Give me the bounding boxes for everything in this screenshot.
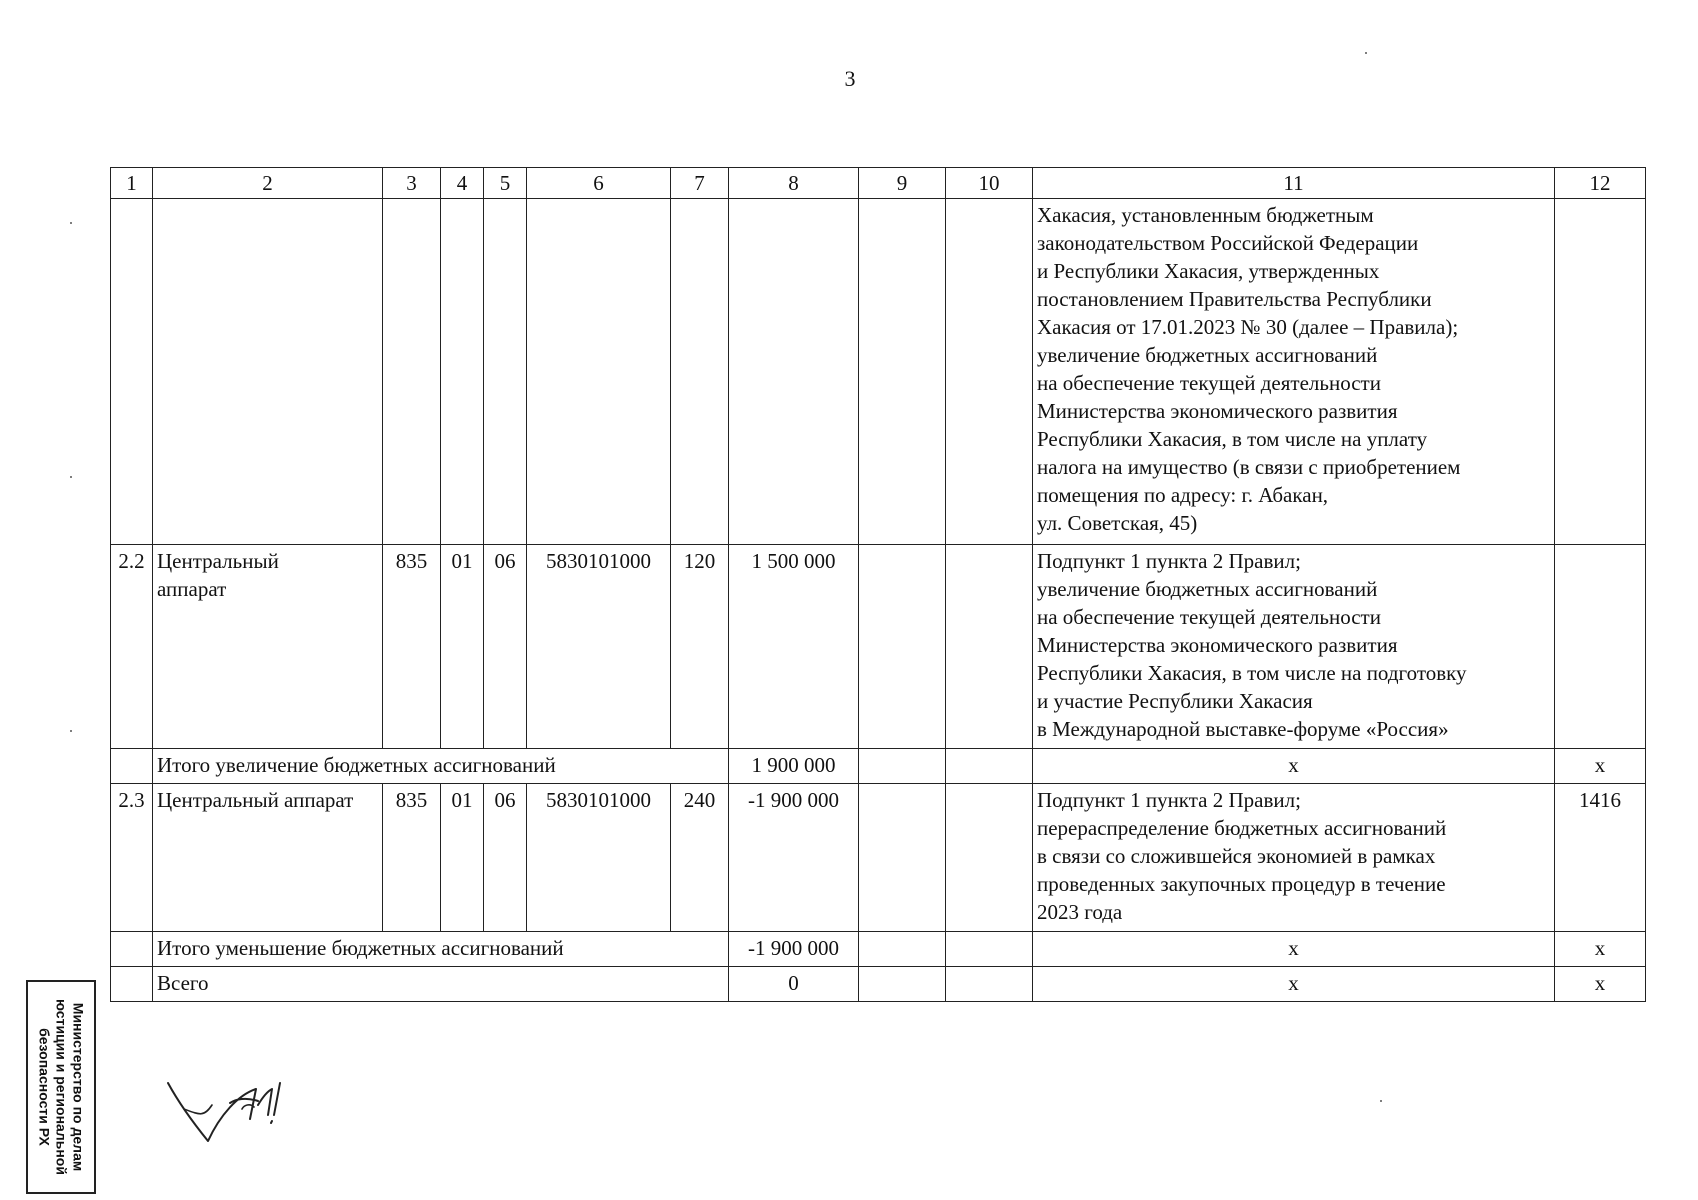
amount-cell: 0: [729, 967, 859, 1002]
code-cell: 01: [441, 784, 484, 932]
row-number: 2.3: [111, 784, 153, 932]
row-name: Центральный аппарат: [153, 545, 383, 749]
header-cell: 2: [153, 168, 383, 199]
header-cell: 5: [484, 168, 527, 199]
table-row-2-2: [111, 545, 1646, 749]
x-cell: х: [1555, 749, 1646, 784]
code-cell: 835: [383, 784, 441, 932]
table-header-row: [111, 168, 1646, 199]
code-cell: 06: [484, 784, 527, 932]
header-cell: 10: [946, 168, 1033, 199]
row-name: Центральный аппарат: [153, 784, 383, 932]
header-cell: 8: [729, 168, 859, 199]
justification-cell: Подпункт 1 пункта 2 Правил; увеличение бюджетных ассигнований на обеспечение текущей деятельности Министерства экономического развития Республики Хакасия, в том числе на подготовку и участие Республики Хакасия в Международной выставке-форуме «Россия»: [1033, 545, 1555, 749]
scan-speck: [1380, 1100, 1382, 1102]
total-label: Итого уменьшение бюджетных ассигнований: [153, 932, 729, 967]
table-row-total-decrease: [111, 932, 1646, 967]
code-cell: 5830101000: [527, 545, 671, 749]
registration-stamp: [26, 980, 96, 1194]
x-cell: х: [1555, 932, 1646, 967]
justification-cell: Хакасия, установленным бюджетным законодательством Российской Федерации и Республики Хакасия, утвержденных постановлением Правительства Республики Хакасия от 17.01.2023 № 30 (далее – Правила); увеличение бюджетных ассигнований на обеспечение текущей деятельности Министерства экономического развития Республики Хакасия, в том числе на уплату налога на имущество (в связи с приобретением помещения по адресу: г. Абакан, ул. Советская, 45): [1033, 199, 1555, 545]
header-cell: 6: [527, 168, 671, 199]
signature: [160, 1075, 300, 1155]
x-cell: х: [1033, 967, 1555, 1002]
scan-speck: [70, 730, 72, 732]
header-cell: 9: [859, 168, 946, 199]
table-row-continuation: [111, 199, 1646, 545]
code-cell: 120: [671, 545, 729, 749]
code-cell: 01: [441, 545, 484, 749]
x-cell: х: [1555, 967, 1646, 1002]
code-cell: 835: [383, 545, 441, 749]
header-cell: 12: [1555, 168, 1646, 199]
code-cell: 1416: [1555, 784, 1646, 932]
code-cell: 06: [484, 545, 527, 749]
header-cell: 7: [671, 168, 729, 199]
header-cell: 11: [1033, 168, 1555, 199]
page-number: 3: [844, 66, 856, 91]
code-cell: 240: [671, 784, 729, 932]
amount-cell: -1 900 000: [729, 784, 859, 932]
justification-cell: Подпункт 1 пункта 2 Правил; перераспределение бюджетных ассигнований в связи со сложившейся экономией в рамках проведенных закупочных процедур в течение 2023 года: [1033, 784, 1555, 932]
amount-cell: 1 900 000: [729, 749, 859, 784]
table-row-total: [111, 967, 1646, 1002]
header-cell: 4: [441, 168, 484, 199]
scan-speck: [70, 222, 72, 224]
x-cell: х: [1033, 749, 1555, 784]
scan-speck: [70, 476, 72, 478]
amount-cell: 1 500 000: [729, 545, 859, 749]
total-label: Итого увеличение бюджетных ассигнований: [153, 749, 729, 784]
total-label: Всего: [153, 967, 729, 1002]
stamp-text: Министерство по делам юстиции и региональной безопасности РХ: [36, 999, 87, 1175]
scan-speck: [1365, 52, 1367, 54]
amount-cell: -1 900 000: [729, 932, 859, 967]
header-cell: 1: [111, 168, 153, 199]
x-cell: х: [1033, 932, 1555, 967]
table-row-2-3: [111, 784, 1646, 932]
row-number: 2.2: [111, 545, 153, 749]
budget-table: [110, 167, 1646, 1002]
header-cell: 3: [383, 168, 441, 199]
table-row-total-increase: [111, 749, 1646, 784]
code-cell: 5830101000: [527, 784, 671, 932]
